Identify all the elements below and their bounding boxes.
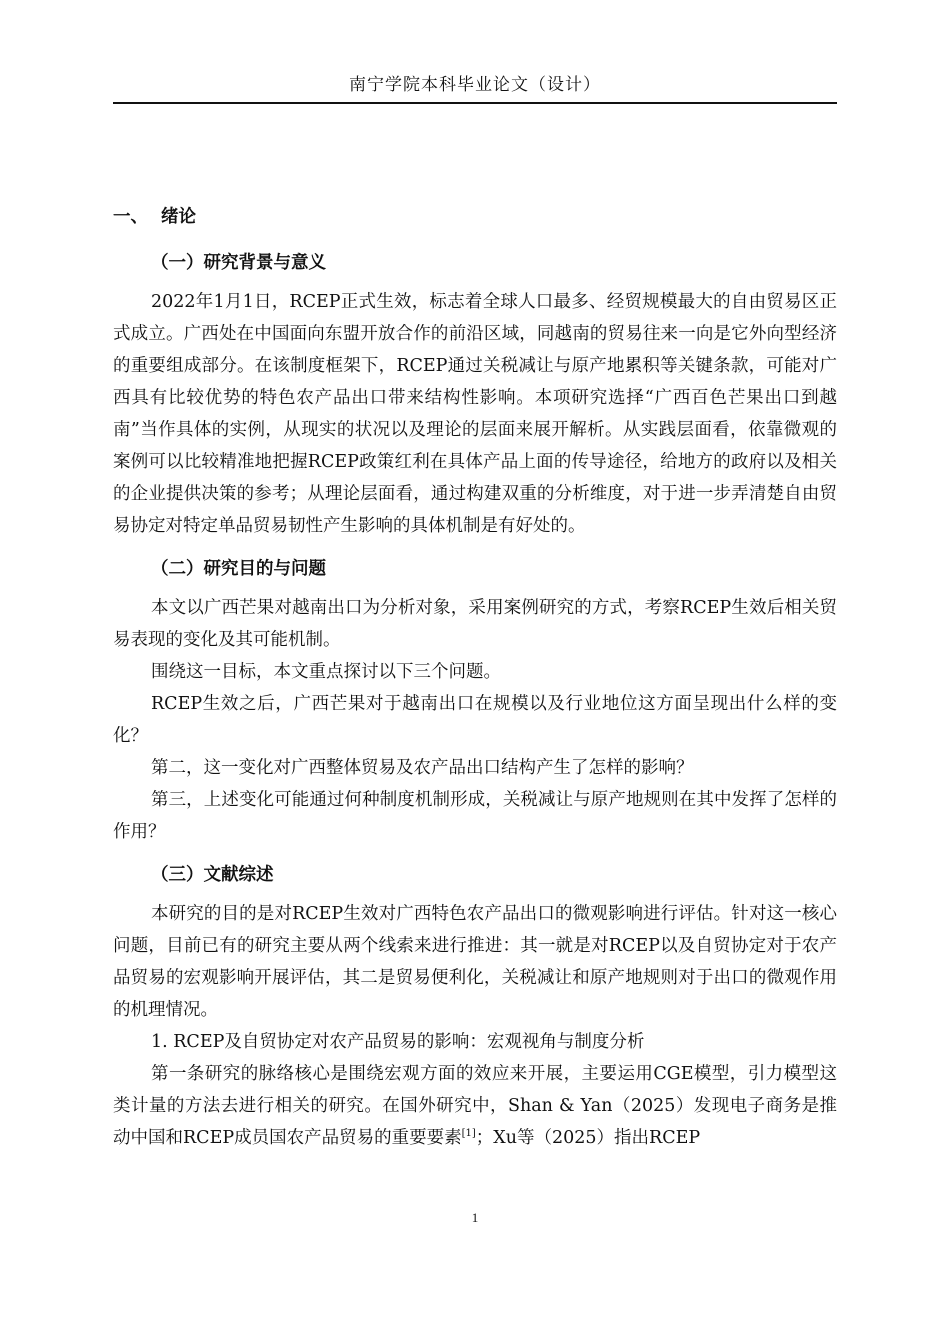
subsection-heading-literature: （三）文献综述 (151, 865, 274, 885)
paragraph-question-3: 第三，上述变化可能通过何种制度机制形成，关税减让与原产地规则在其中发挥了怎样的作用？ (113, 790, 837, 842)
paragraph-questions-intro: 围绕这一目标，本文重点探讨以下三个问题。 (151, 662, 501, 682)
paper-body (113, 197, 837, 1154)
paragraph-text-continued: ；Xu等（2025）指出RCEP (475, 1128, 701, 1148)
header-title: 南宁学院本科毕业论文（设计） (349, 75, 601, 95)
section-number: 一、 (113, 207, 148, 227)
paragraph-question-1: RCEP生效之后，广西芒果对于越南出口在规模以及行业地位这方面呈现出什么样的变化？ (113, 694, 837, 746)
paragraph-objectives: 本文以广西芒果对越南出口为分析对象，采用案例研究的方式，考察RCEP生效后相关贸易表现的变化及其可能机制。 (113, 598, 837, 650)
paragraph-background: 2022年1月1日，RCEP正式生效，标志着全球人口最多、经贸规模最大的自由贸易区正式成立。广西处在中国面向东盟开放合作的前沿区域，同越南的贸易往来一向是它外向型经济的重要组成部分。在该制度框架下，RCEP通过关税减让与原产地累积等关键条款，可能对广西具有比较优势的特色农产品出口带来结构性影响。本项研究选择“广西百色芒果出口到越南”当作具体的实例，从现实的状况以及理论的层面来展开解析。从实践层面看，依靠微观的案例可以比较精准地把握RCEP政策红利在具体产品上面的传导途径，给地方的政府以及相关的企业提供决策的参考；从理论层面看，通过构建双重的分析维度，对于进一步弄清楚自由贸易协定对特定单品贸易韧性产生影响的具体机制是有好处的。 (113, 292, 837, 536)
citation-marker: [1] (461, 1128, 476, 1140)
section-heading (113, 197, 837, 241)
literature-item-heading: 1. RCEP及自贸协定对农产品贸易的影响：宏观视角与制度分析 (151, 1032, 645, 1052)
page-header (113, 68, 837, 104)
section-title: 绪论 (161, 207, 196, 227)
subsection-heading-background: （一）研究背景与意义 (151, 253, 326, 273)
page-number: 1 (471, 1210, 479, 1225)
paragraph-text: 第一条研究的脉络核心是围绕宏观方面的效应来开展，主要运用CGE模型，引力模型这类计量的方法去进行相关的研究。在国外研究中，Shan & Yan（2025）发现电子商务是推动中国和RCEP成员国农产品贸易的重要要素 (113, 1064, 837, 1148)
subsection-heading-objectives: （二）研究目的与问题 (151, 559, 326, 579)
paragraph-question-2: 第二，这一变化对广西整体贸易及农产品出口结构产生了怎样的影响？ (151, 758, 694, 778)
paragraph-literature-intro: 本研究的目的是对RCEP生效对广西特色农产品出口的微观影响进行评估。针对这一核心问题，目前已有的研究主要从两个线索来进行推进：其一就是对RCEP以及自贸协定对于农产品贸易的宏观影响开展评估，其二是贸易便利化，关税减让和原产地规则对于出口的微观作用的机理情况。 (113, 904, 837, 1020)
paragraph-literature-macro (113, 1058, 837, 1154)
